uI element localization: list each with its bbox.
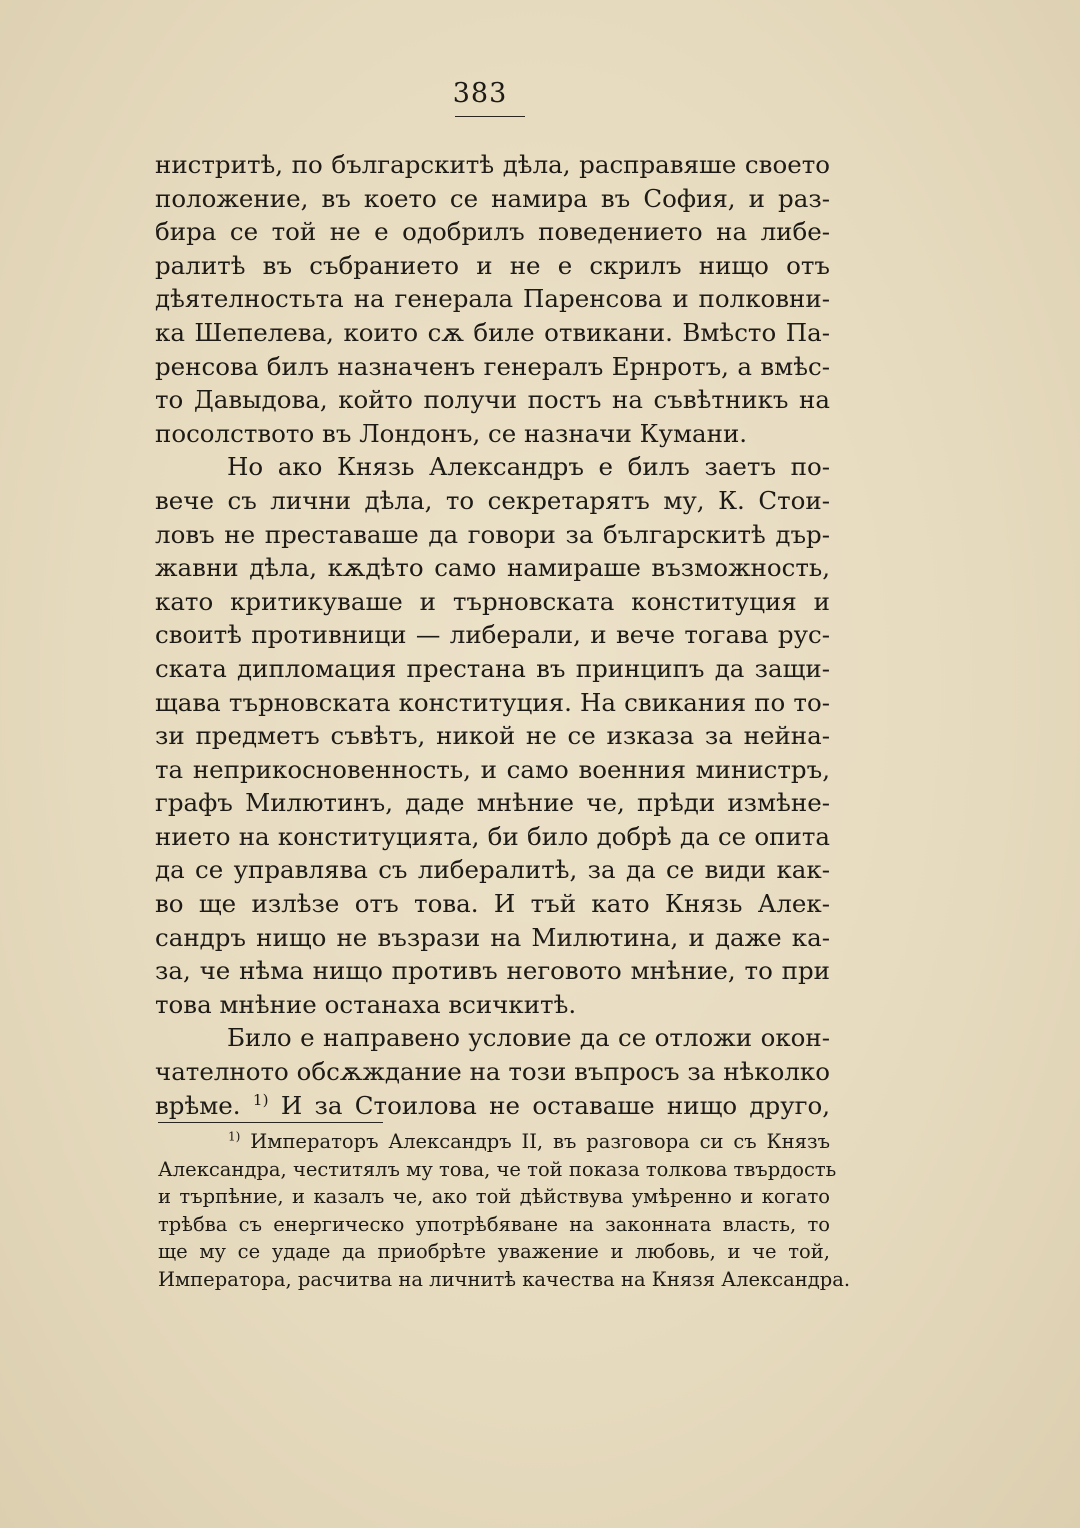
text-line: бира се той не е одобрилъ поведението на либе- (155, 217, 830, 247)
page-number-rule (455, 116, 525, 117)
text-line: нистритѣ, по българскитѣ дѣла, расправяше своето (155, 150, 830, 179)
footnote-line: и търпѣние, и казалъ че, ако той дѣйствува умѣренно и когато (158, 1185, 830, 1209)
footnote-separator (158, 1122, 383, 1123)
text-line-with-footnote-ref (155, 1089, 830, 1123)
text-line: да се управлява съ либералитѣ, за да се види как- (155, 855, 830, 885)
text-line: жавни дѣла, кѫдѣто само намираше възможность, (155, 553, 830, 583)
footnote-line: Императора, расчитва на личнитѣ качества на Князя Александра. (158, 1267, 851, 1291)
text-line: во ще излѣзе отъ това. И тъй като Князь Алек- (155, 889, 830, 919)
text-line: вече съ лични дѣла, то секретарятъ му, К. Стои- (155, 485, 830, 515)
footnote-text: Императоръ Александръ II, въ разговора си съ Князъ (250, 1130, 830, 1153)
text-line: графъ Милютинъ, даде мнѣние че, прѣди измѣне- (155, 788, 830, 818)
footnote-line: ще му се удаде да приобрѣте уважение и любовь, и че той, (158, 1240, 830, 1264)
text-line: това мнѣние останаха всичкитѣ. (155, 989, 577, 1019)
text-line: Било е направено условие да се отложи окон- (227, 1023, 830, 1053)
text-line: чателното обсѫждание на този въпросъ за нѣколко (155, 1057, 830, 1087)
footnote (158, 1128, 851, 1294)
body-text (155, 148, 830, 1122)
footnote-line (158, 1128, 830, 1156)
text-line: Но ако Князь Александръ е билъ заетъ по- (227, 452, 830, 482)
text-line: дѣятелностьта на генерала Паренсова и полковни- (155, 284, 830, 314)
text-line: та неприкосновенность, и само военния министръ, (155, 754, 830, 784)
text-line: нието на конституцията, би било добрѣ да се опита (155, 821, 830, 851)
text-line: ралитѣ въ събранието и не е скрилъ нищо отъ (155, 250, 830, 280)
paragraph-2 (155, 450, 830, 1021)
text-line: положение, въ което се намира въ София, и раз- (155, 183, 830, 213)
footnote-line: трѣбва съ енергическо употрѣбяване на законната власть, то (158, 1212, 830, 1236)
footnote-marker: 1) (228, 1129, 241, 1144)
text-line: за, че нѣма нищо противъ неговото мнѣние, то при (155, 956, 830, 986)
text-line: ренсова билъ назначенъ генералъ Ернротъ, а вмѣс- (155, 351, 830, 381)
text-line: ловъ не преставаше да говори за българскитѣ дър- (155, 519, 830, 549)
footnote-reference[interactable]: 1) (252, 1090, 269, 1109)
text-line: ка Шепелева, които сѫ биле отвикани. Вмѣсто Па- (155, 317, 830, 347)
text-line: като критикуваше и търновската конституция и (155, 586, 830, 616)
paragraph-3 (155, 1021, 830, 1122)
text-line: сандръ нищо не възрази на Милютина, и даже ка- (155, 922, 830, 952)
text-span: И за Стоилова не оставаше нищо друго, (280, 1090, 830, 1120)
page-number: 383 (452, 78, 508, 109)
text-line: своитѣ противници — либерали, и вече тогава рус- (155, 620, 830, 650)
text-line: то Давыдова, който получи постъ на съвѣтникъ на (155, 385, 830, 415)
text-line: щава търновската конституция. На свикания по то- (155, 687, 830, 717)
text-line: ската дипломация престана въ принципъ да защи- (155, 653, 830, 683)
text-line: зи предметъ съвѣтъ, никой не се изказа за нейна- (155, 721, 830, 751)
footnote-line: Александра, честитялъ му това, че той показа толкова твърдость (158, 1157, 837, 1181)
text-span: врѣме. (155, 1090, 241, 1120)
paragraph-1 (155, 148, 830, 450)
text-line: посолството въ Лондонъ, се назначи Кумани. (155, 418, 748, 448)
